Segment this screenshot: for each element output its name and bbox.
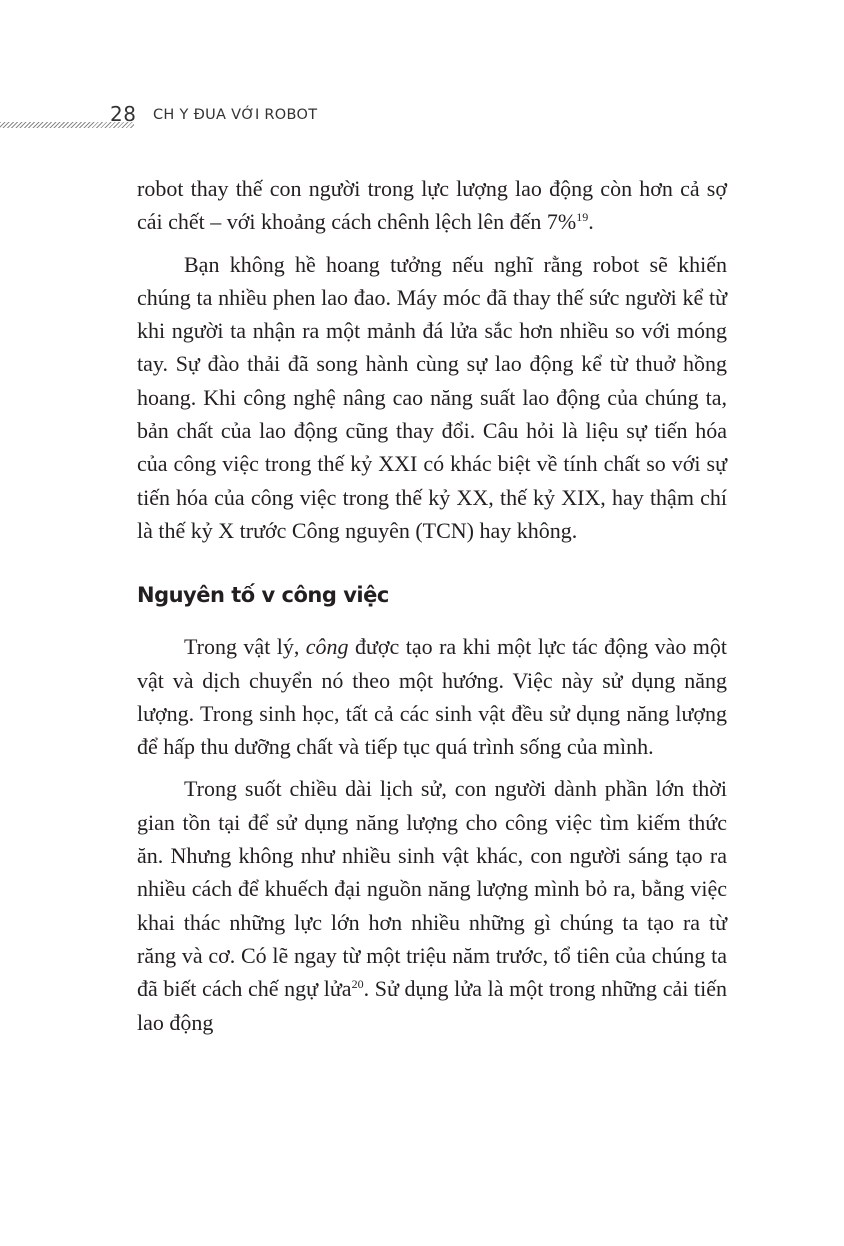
paragraph-2: Bạn không hề hoang tưởng nếu nghĩ rằng robot sẽ khiến chúng ta nhiều phen lao đao. Máy móc đã thay thế sức người kể từ khi người ta nhận ra một mảnh đá lửa sắc hơn nhiều so với móng tay. Sự đào thải đã song hành cùng sự lao động kể từ thuở hồng hoang. Khi công nghệ nâng cao năng suất lao động của chúng ta, bản chất của lao động cũng thay đổi. Câu hỏi là liệu sự tiến hóa của công việc trong thế kỷ XXI có khác biệt về tính chất so với sự tiến hóa của công việc trong thế kỷ XX, thế kỷ XIX, hay thậm chí là thế kỷ X trước Công nguyên (TCN) hay không.: [137, 251, 727, 543]
footnote-ref-19: 19: [576, 210, 589, 225]
footnote-ref-20: 20: [351, 977, 364, 992]
running-head: [0, 96, 400, 136]
paragraph-end: . Sử dụng lửa là một trong những cải tiến lao động: [137, 976, 727, 1035]
paragraph-text: robot thay thế con người trong lực lượng lao động còn hơn cả sợ cái chết – với khoảng cách chênh lệch lên đến 7%: [137, 176, 727, 235]
paragraph-continuation: [137, 172, 727, 239]
paragraph-4: [137, 772, 727, 1038]
paragraph-3: [137, 630, 727, 763]
paragraph-end: .: [588, 209, 594, 235]
italic-term: công: [305, 634, 349, 660]
running-title: CH Y ĐUA VỚI ROBOT: [153, 107, 318, 123]
paragraph-text: được tạo ra khi một lực tác động vào một vật và dịch chuyển nó theo một hướng. Việc này sử dụng năng lượng. Trong sinh học, tất cả các sinh vật đều sử dụng năng lượng để hấp thu dưỡng chất và tiếp tục quá trình sống của mình.: [137, 634, 727, 760]
page-number: 28: [110, 102, 137, 126]
paragraph-text: Trong vật lý,: [184, 634, 306, 660]
section-heading: Nguyên tố v công việc: [137, 583, 389, 608]
page-body: [137, 172, 727, 1039]
paragraph-text: Trong suốt chiều dài lịch sử, con người dành phần lớn thời gian tồn tại để sử dụng năng lượng cho công việc tìm kiếm thức ăn. Nhưng không như nhiều sinh vật khác, con người sáng tạo ra nhiều cách để khuếch đại nguồn năng lượng mình bỏ ra, bằng việc khai thác những lực lớn hơn nhiều những gì chúng ta tạo ra từ răng và cơ. Có lẽ ngay từ một triệu năm trước, tổ tiên của chúng ta đã biết cách chế ngự lửa: [137, 776, 727, 1002]
